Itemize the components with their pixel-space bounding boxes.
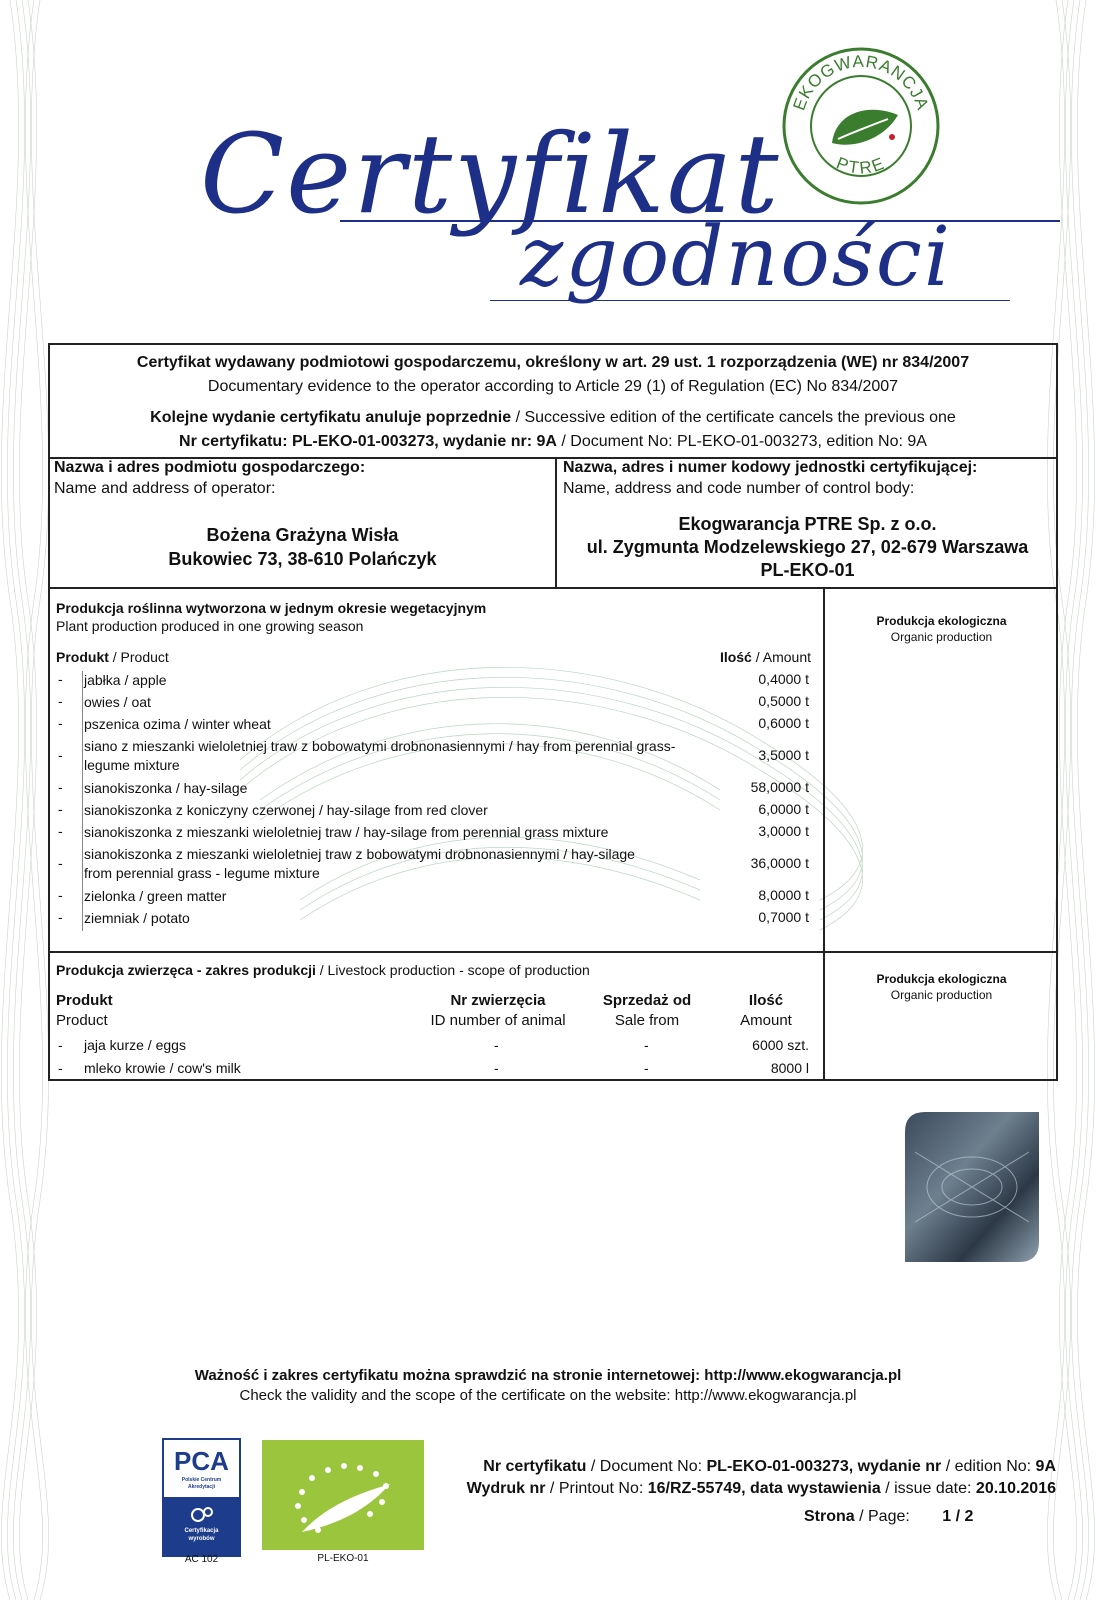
print-label-en: / Printout No: xyxy=(545,1480,648,1497)
livestock-sale: - xyxy=(644,1037,649,1053)
plant-name: sianokiszonka / hay-silage xyxy=(84,780,248,796)
livestock-title-en: / Livestock production - scope of production xyxy=(315,962,590,978)
doc-label-pl: Nr certyfikatu xyxy=(483,1458,587,1475)
plant-name: sianokiszonka z mieszanki wieloletniej traw / hay-silage from perennial grass mixture xyxy=(84,824,609,840)
plant-amount: 3,5000 t xyxy=(758,747,809,763)
pca-sub-2: Akredytacji xyxy=(188,1484,215,1490)
edition-number: 9A xyxy=(1035,1458,1056,1475)
title-line-2: zgodności xyxy=(520,210,952,305)
plant-title-en: Plant production produced in one growing season xyxy=(56,618,364,634)
plant-row xyxy=(50,715,823,737)
plant-row xyxy=(50,823,823,845)
livestock-name: mleko krowie / cow's milk xyxy=(84,1060,241,1076)
operator-label-pl: Nazwa i adres podmiotu gospodarczego: xyxy=(54,459,366,476)
plant-name: ziemniak / potato xyxy=(84,910,190,926)
svg-text:PTRE: PTRE xyxy=(833,153,889,178)
plant-amount: 36,0000 t xyxy=(750,855,809,871)
live-h-sale-en: Sale from xyxy=(614,1012,680,1029)
plant-amount: 0,7000 t xyxy=(758,909,809,925)
control-body-section xyxy=(557,457,1058,587)
row-dash: - xyxy=(58,909,63,925)
livestock-sale: - xyxy=(644,1060,649,1076)
plant-amount: 0,6000 t xyxy=(758,715,809,731)
plant-row xyxy=(50,909,823,931)
pca-logo-text: PCA xyxy=(174,1446,229,1476)
edition-label-en: / edition No: xyxy=(941,1458,1036,1475)
plant-name: sianokiszonka z mieszanki wieloletniej traw z bobowatymi drobnonasiennymi / hay-silage from perennial grass - legume mixture xyxy=(84,846,635,881)
control-body-name: Ekogwarancja PTRE Sp. z o.o. xyxy=(678,514,937,534)
certificate-table xyxy=(48,343,1058,1081)
plant-row xyxy=(50,801,823,823)
plant-col-amount-pl: Ilość xyxy=(719,649,752,665)
plant-amount: 6,0000 t xyxy=(758,801,809,817)
live-h-id-pl: Nr zwierzęcia xyxy=(450,992,546,1009)
plant-row xyxy=(50,671,823,693)
plant-name: zielonka / green matter xyxy=(84,888,227,904)
live-h-amount-en: Amount xyxy=(740,1012,792,1029)
live-h-product-pl: Produkt xyxy=(56,992,113,1009)
row-dash: - xyxy=(58,887,63,903)
plant-name: sianokiszonka z koniczyny czerwonej / hay-silage from red clover xyxy=(84,802,488,818)
plant-organic-en: Organic production xyxy=(890,630,993,644)
row-dash: - xyxy=(58,801,63,817)
operator-name: Bożena Grażyna Wisła xyxy=(206,525,399,545)
livestock-organic-en: Organic production xyxy=(890,988,993,1002)
plant-name: pszenica ozima / winter wheat xyxy=(84,716,271,732)
page-indicator xyxy=(804,1508,973,1526)
plant-amount: 3,0000 t xyxy=(758,823,809,839)
plant-name: siano z mieszanki wieloletniej traw z bobowatymi drobnonasiennymi / hay from perennial grass-legume mixture xyxy=(84,738,676,773)
plant-amount: 0,4000 t xyxy=(758,671,809,687)
live-h-amount-pl: Ilość xyxy=(748,992,784,1009)
live-h-id-en: ID number of animal xyxy=(430,1012,566,1029)
pca-cert-2: wyrobów xyxy=(188,1536,215,1542)
validity-note xyxy=(0,1366,1096,1406)
doc-number: PL-EKO-01-003273, wydanie nr xyxy=(706,1458,942,1475)
doc-label-en: / Document No: xyxy=(586,1458,707,1475)
plant-production-section xyxy=(50,587,1056,953)
cancel-note-pl: Kolejne wydanie certyfikatu anuluje poprzednie xyxy=(150,409,512,426)
plant-name: jabłka / apple xyxy=(84,672,167,688)
plant-row xyxy=(50,845,823,887)
document-info xyxy=(467,1456,1056,1500)
svg-text:EKOGWARANCJA: EKOGWARANCJA xyxy=(789,51,933,113)
cancel-note-en: / Successive edition of the certificate cancels the previous one xyxy=(511,409,956,426)
live-h-product-en: Product xyxy=(56,1012,108,1029)
cert-number-pl: Nr certyfikatu: PL-EKO-01-003273, wydanie nr: 9A xyxy=(179,433,557,450)
plant-title-pl: Produkcja roślinna wytworzona w jednym okresie wegetacyjnym xyxy=(56,600,487,616)
page-number: 1 / 2 xyxy=(942,1508,974,1525)
page-label-pl: Strona xyxy=(804,1508,855,1525)
ekogwarancja-seal-logo xyxy=(780,45,942,207)
row-dash: - xyxy=(58,779,63,795)
hologram-sticker xyxy=(905,1112,1039,1262)
plant-col-product-en: / Product xyxy=(108,649,169,665)
row-dash: - xyxy=(58,747,63,763)
row-dash: - xyxy=(58,1060,63,1076)
validity-pl: Ważność i zakres certyfikatu można sprawdzić na stronie internetowej: http://www.ekogwarancja.pl xyxy=(194,1367,902,1384)
validity-en: Check the validity and the scope of the certificate on the website: http://www.ekogwarancja.pl xyxy=(239,1387,857,1404)
plant-col-product-pl: Produkt xyxy=(56,649,109,665)
operator-address: Bukowiec 73, 38-610 Polańczyk xyxy=(168,549,437,569)
plant-row xyxy=(50,779,823,801)
pca-code: AC 102 xyxy=(184,1554,219,1565)
control-body-label-pl: Nazwa, adres i numer kodowy jednostki certyfikującej: xyxy=(563,459,978,476)
pca-cert-1: Certyfikacja xyxy=(184,1528,219,1534)
livestock-organic-pl: Produkcja ekologiczna xyxy=(876,972,1007,986)
row-dash: - xyxy=(58,715,63,731)
plant-amount: 58,0000 t xyxy=(750,779,809,795)
issue-date-label: / issue date: xyxy=(880,1480,976,1497)
plant-amount: 8,0000 t xyxy=(758,887,809,903)
row-dash: - xyxy=(58,855,63,871)
cert-number-en: / Document No: PL-EKO-01-003273, edition No: 9A xyxy=(556,433,927,450)
print-number: 16/RZ-55749, data wystawienia xyxy=(647,1480,881,1497)
livestock-id: - xyxy=(494,1037,499,1053)
page-label-en: / Page: xyxy=(854,1508,910,1525)
plant-name: owies / oat xyxy=(84,694,151,710)
row-dash: - xyxy=(58,823,63,839)
livestock-amount: 6000 szt. xyxy=(752,1037,809,1053)
operator-section xyxy=(50,457,557,587)
livestock-title-pl: Produkcja zwierzęca - zakres produkcji xyxy=(56,962,316,978)
livestock-section xyxy=(50,949,1056,1081)
regulation-line-pl: Certyfikat wydawany podmiotowi gospodarczemu, określony w art. 29 ust. 1 rozporządzenia (WE) nr 834/2007 xyxy=(136,354,970,371)
print-label-pl: Wydruk nr xyxy=(466,1480,546,1497)
plant-col-amount-en: / Amount xyxy=(751,649,811,665)
plant-row xyxy=(50,693,823,715)
control-body-label-en: Name, address and code number of control body: xyxy=(563,480,915,497)
row-dash: - xyxy=(58,693,63,709)
title-line-1: Certyfikat xyxy=(200,110,781,238)
plant-amount: 0,5000 t xyxy=(758,693,809,709)
row-dash: - xyxy=(58,671,63,687)
gear-icon xyxy=(189,1505,215,1525)
plant-organic-pl: Produkcja ekologiczna xyxy=(876,614,1007,628)
row-dash: - xyxy=(58,1037,63,1053)
issue-date: 20.10.2016 xyxy=(975,1480,1056,1497)
control-body-address: ul. Zygmunta Modzelewskiego 27, 02-679 Warszawa xyxy=(586,537,1029,557)
livestock-id: - xyxy=(494,1060,499,1076)
operator-label-en: Name and address of operator: xyxy=(54,480,276,497)
pca-accreditation-logo xyxy=(162,1438,241,1557)
livestock-name: jaja kurze / eggs xyxy=(84,1037,186,1053)
eu-logo-code: PL-EKO-01 xyxy=(317,1553,369,1564)
plant-row xyxy=(50,887,823,909)
regulation-line-en: Documentary evidence to the operator according to Article 29 (1) of Regulation (EC) No 834/2007 xyxy=(207,378,899,395)
live-h-sale-pl: Sprzedaż od xyxy=(602,992,692,1009)
livestock-amount: 8000 l xyxy=(770,1060,809,1076)
certificate-header xyxy=(50,345,1056,459)
plant-row xyxy=(50,737,823,779)
eu-organic-leaf-logo xyxy=(262,1440,424,1550)
control-body-code: PL-EKO-01 xyxy=(760,560,855,580)
pca-sub-1: Polskie Centrum xyxy=(181,1477,222,1483)
